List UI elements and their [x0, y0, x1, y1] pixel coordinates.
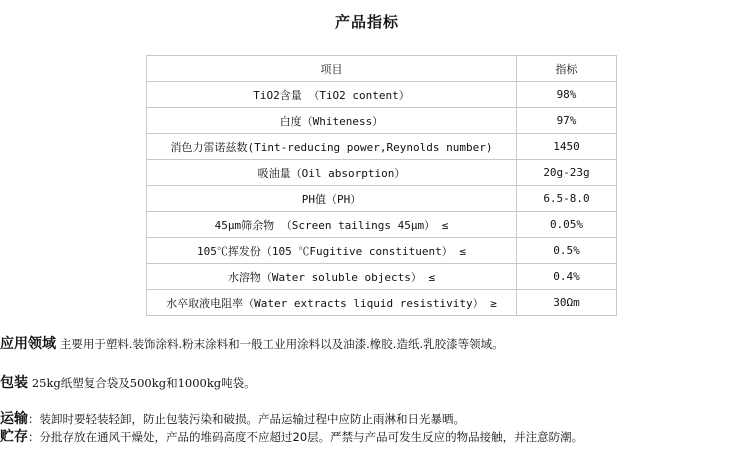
table-row: [147, 238, 617, 264]
transport-text: ：装卸时要轻装轻卸，防止包装污染和破损。产品运输过程中应防止雨淋和日光暴晒。: [28, 412, 465, 426]
spec-value: 98%: [517, 82, 617, 108]
column-header-item: 项目: [147, 56, 517, 82]
table-row: [147, 160, 617, 186]
spec-value: 6.5-8.0: [517, 186, 617, 212]
table-row: [147, 212, 617, 238]
transport-label: 运输: [0, 411, 28, 427]
spec-value: 1450: [517, 134, 617, 160]
column-header-value: 指标: [517, 56, 617, 82]
table-row: [147, 108, 617, 134]
spec-item: 白度（Whiteness）: [147, 108, 517, 134]
table-row: [147, 290, 617, 316]
application-section: [0, 333, 504, 353]
table-header-row: [147, 56, 617, 82]
application-label: 应用领域: [0, 336, 56, 352]
table-row: [147, 82, 617, 108]
storage-text: ：分批存放在通风干燥处，产品的堆码高度不应超过20层。严禁与产品可发生反应的物品接触，并注意防潮。: [28, 430, 584, 444]
storage-section: [0, 426, 583, 446]
packaging-label: 包装: [0, 375, 28, 391]
spec-item: 吸油量（Oil absorption）: [147, 160, 517, 186]
table-row: [147, 134, 617, 160]
spec-item: 45μm筛余物 （Screen tailings 45μm） ≤: [147, 212, 517, 238]
spec-value: 0.05%: [517, 212, 617, 238]
spec-item: 水卒取液电阻率（Water extracts liquid resistivity） ≥: [147, 290, 517, 316]
storage-label: 贮存: [0, 429, 28, 445]
application-text: 主要用于塑料.装饰涂料.粉末涂料和一般工业用涂料以及油漆.橡胶.造纸.乳胶漆等领域。: [59, 337, 504, 351]
spec-value: 97%: [517, 108, 617, 134]
page-title: 产品指标: [334, 13, 399, 31]
spec-item: 水溶物（Water soluble objects） ≤: [147, 264, 517, 290]
table-row: [147, 186, 617, 212]
spec-value: 0.5%: [517, 238, 617, 264]
spec-item: 105℃挥发份（105 ℃Fugitive constituent） ≤: [147, 238, 517, 264]
spec-value: 20g-23g: [517, 160, 617, 186]
spec-table: [146, 55, 617, 316]
transport-section: [0, 408, 465, 428]
spec-item: PH值（PH）: [147, 186, 517, 212]
table-row: [147, 264, 617, 290]
spec-item: TiO2含量 （TiO2 content）: [147, 82, 517, 108]
packaging-section: [0, 372, 256, 392]
spec-item: 消色力雷诺兹数(Tint-reducing power,Reynolds number): [147, 134, 517, 160]
spec-value: 0.4%: [517, 264, 617, 290]
packaging-text: 25kg纸塑复合袋及500kg和1000kg吨袋。: [31, 376, 256, 390]
spec-value: 30Ωm: [517, 290, 617, 316]
